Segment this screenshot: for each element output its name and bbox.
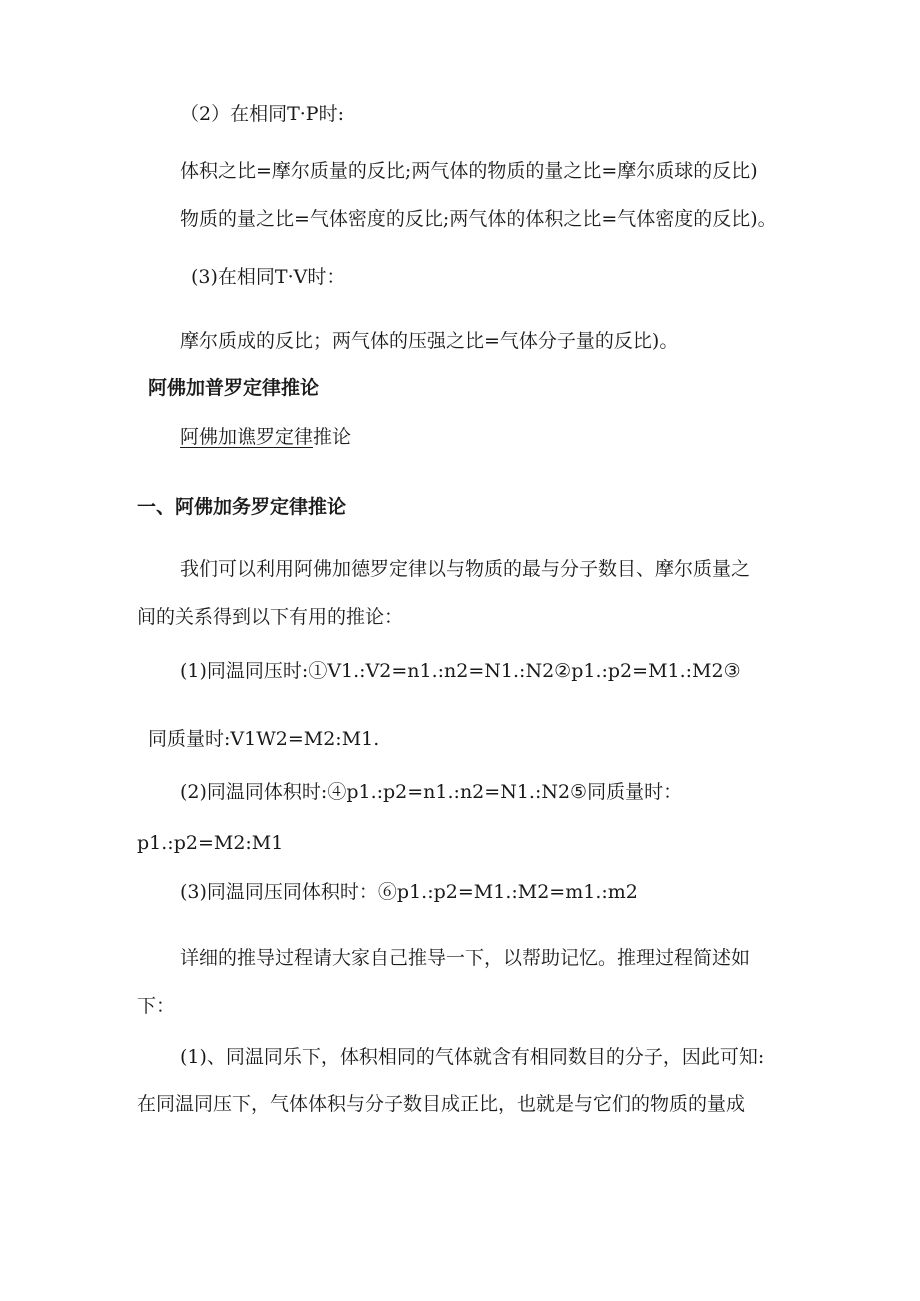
text-line: (3)在相同T·V时：	[191, 266, 346, 288]
title-suffix: 推论	[313, 426, 352, 448]
text-line: （2）在相同T·P时:	[180, 103, 344, 125]
paragraph-line: (1)、同温同乐下，体积相同的气体就含有相同数目的分子，因此可知:	[180, 1046, 765, 1068]
formula-line: (3)同温同压同体积时：⑥p1.:p2=M1.:M2=m1.:m2	[180, 881, 638, 903]
formula-line: p1.:p2=M2:M1	[137, 832, 284, 854]
paragraph-line: 间的关系得到以下有用的推论：	[137, 606, 404, 628]
paragraph-line: 在同温同压下，气体体积与分子数目成正比，也就是与它们的物质的量成	[137, 1093, 746, 1115]
formula-line: (1)同温同压时:①V1.:V2=n1.:n2=N1.:N2②p1.:p2=M1.:M2③	[180, 660, 741, 682]
chapter-heading: 一、阿佛加务罗定律推论	[137, 496, 347, 518]
text-line: 物质的量之比=气体密度的反比;两气体的体积之比=气体密度的反比)。	[180, 208, 777, 230]
text-line: 体积之比=摩尔质量的反比;两气体的物质的量之比=摩尔质球的反比)	[180, 160, 758, 182]
underlined-title: 阿佛加谯罗定律	[180, 426, 314, 448]
paragraph-line: 我们可以利用阿佛加德罗定律以与物质的最与分子数目、摩尔质量之	[180, 558, 751, 580]
section-heading: 阿佛加普罗定律推论	[148, 377, 320, 399]
formula-line: (2)同温同体积时:④p1.:p2=n1.:n2=N1.:N2⑤同质量时：	[180, 781, 683, 803]
text-line: 摩尔质成的反比；两气体的压强之比=气体分子量的反比)。	[180, 330, 679, 352]
paragraph-line: 详细的推导过程请大家自己推导一下，以帮助记忆。推理过程简述如	[180, 947, 751, 969]
text-line	[180, 424, 351, 450]
formula-line: 同质量时:V1W2=M2:M1.	[148, 728, 380, 750]
paragraph-line: 下：	[137, 995, 176, 1017]
